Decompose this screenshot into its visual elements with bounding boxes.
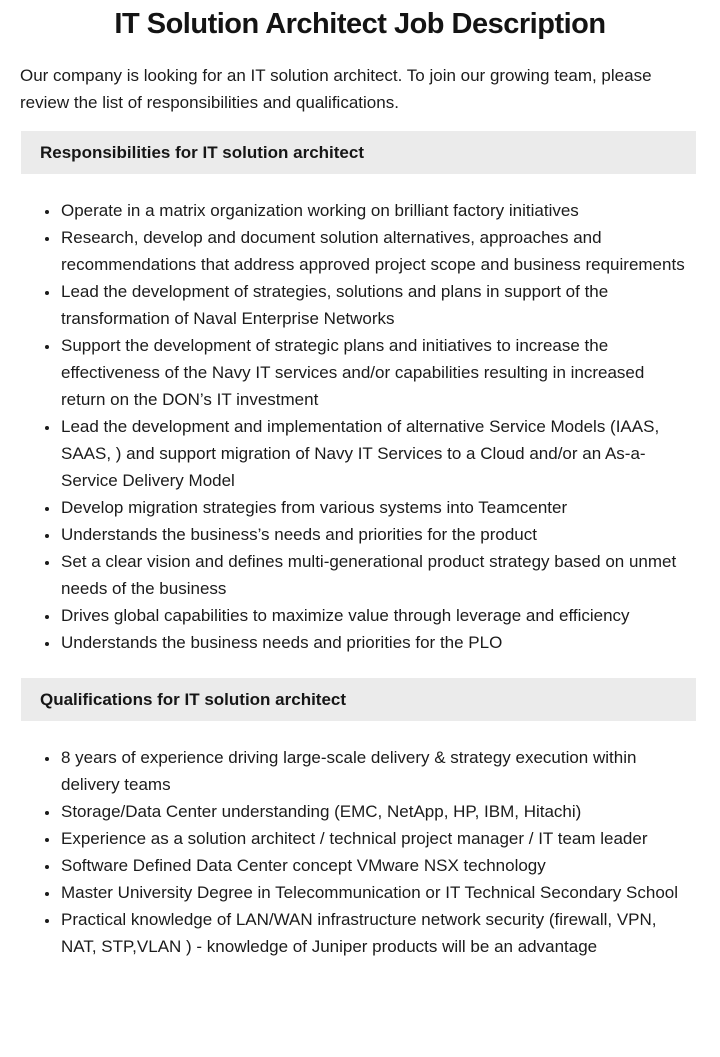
list-item: • Develop migration strategies from various systems into Teamcenter — [60, 494, 692, 521]
list-item: • Experience as a solution architect / technical project manager / IT team leader — [60, 825, 692, 852]
list-item: • Lead the development of strategies, solutions and plans in support of the transformation of Naval Enterprise Networks — [60, 278, 692, 332]
list-item: • Understands the business’s needs and priorities for the product — [60, 521, 692, 548]
list-item: • Software Defined Data Center concept VMware NSX technology — [60, 852, 692, 879]
responsibilities-list — [0, 197, 720, 656]
list-item: • Understands the business needs and priorities for the PLO — [60, 629, 692, 656]
list-item: • Set a clear vision and defines multi-generational product strategy based on unmet needs of the business — [60, 548, 692, 602]
qualifications-list — [0, 744, 720, 960]
list-item: • Master University Degree in Telecommunication or IT Technical Secondary School — [60, 879, 692, 906]
list-item: • 8 years of experience driving large-scale delivery & strategy execution within delivery teams — [60, 744, 692, 798]
list-item: • Practical knowledge of LAN/WAN infrastructure network security (firewall, VPN, NAT, STP,VLAN ) - knowledge of Juniper products will be an advantage — [60, 906, 692, 960]
list-item: • Drives global capabilities to maximize value through leverage and efficiency — [60, 602, 692, 629]
list-item: • Research, develop and document solution alternatives, approaches and recommendations that address approved project scope and business requirements — [60, 224, 692, 278]
list-item: • Support the development of strategic plans and initiatives to increase the effectiveness of the Navy IT services and/or capabilities resulting in increased return on the DON’s IT investment — [60, 332, 692, 413]
list-item: • Storage/Data Center understanding (EMC, NetApp, HP, IBM, Hitachi) — [60, 798, 692, 825]
page-title: IT Solution Architect Job Description — [114, 8, 606, 40]
list-item: • Lead the development and implementation of alternative Service Models (IAAS, SAAS, ) and support migration of Navy IT Services to a Cloud and/or an As-a-Service Delivery Model — [60, 413, 692, 494]
qualifications-section-heading: Qualifications for IT solution architect — [21, 678, 696, 721]
responsibilities-section-heading: Responsibilities for IT solution architect — [21, 131, 696, 174]
list-item: • Operate in a matrix organization working on brilliant factory initiatives — [60, 197, 692, 224]
intro-paragraph: Our company is looking for an IT solution architect. To join our growing team, please review the list of responsibilities and qualifications. — [20, 66, 652, 112]
